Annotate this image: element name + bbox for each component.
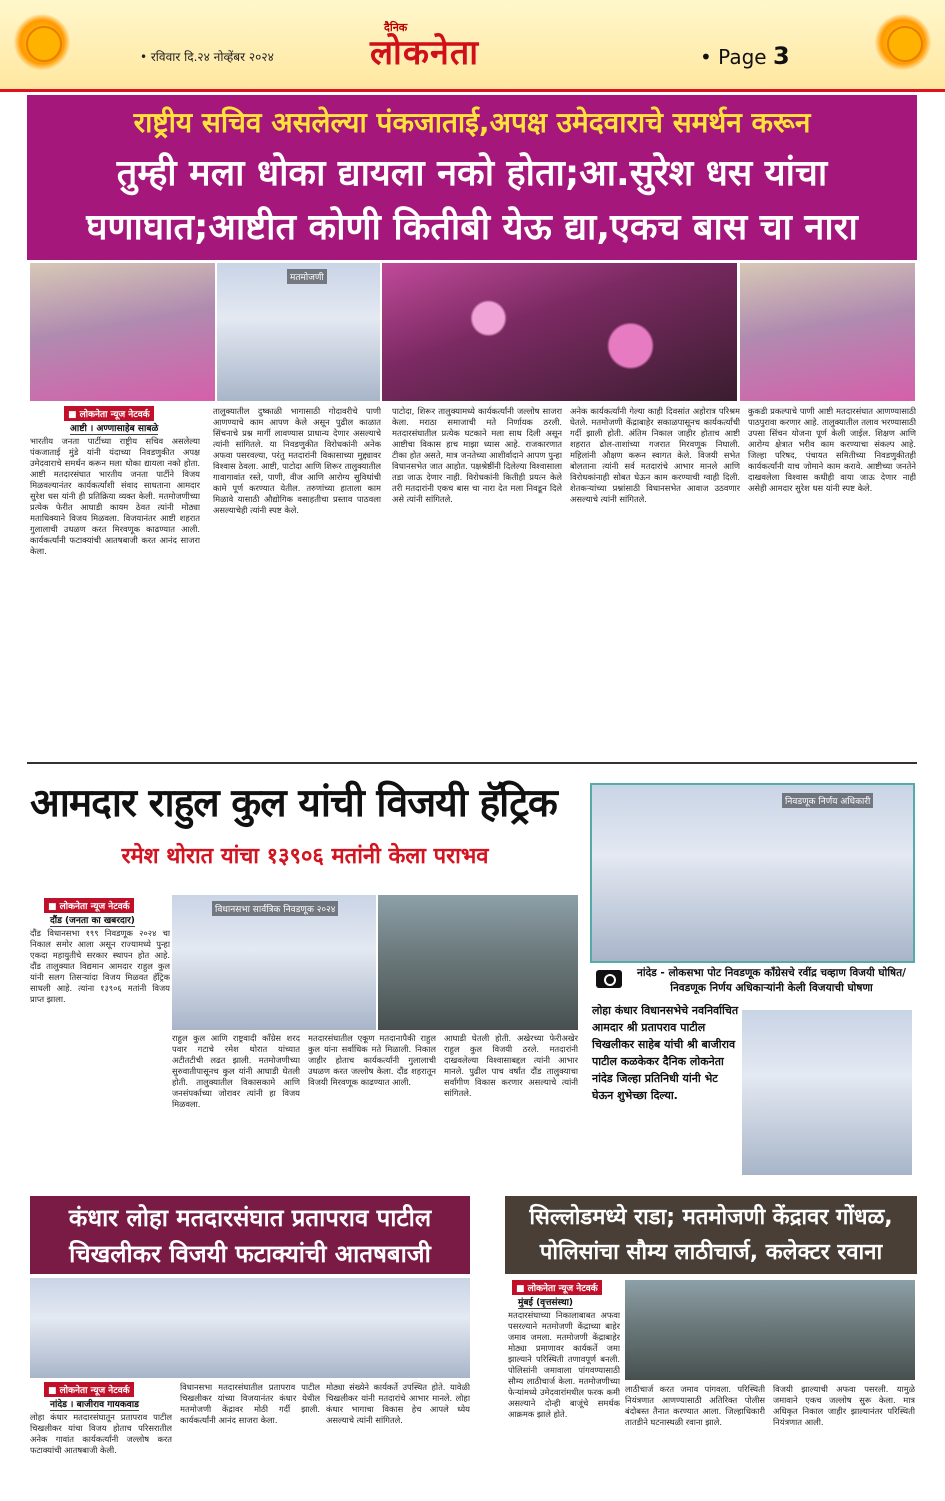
story2-column-3: मतदारसंघातील एकूण मतदानापैकी राहुल कुल यांना सर्वाधिक मते मिळाली. निकाल जाहीर होताच कार्यकर्त्यांनी गुलालाची उधळण करत जल्लोष केला. दौंड शहरातून विजयी मिरवणूक काढण्यात आली.	[308, 1033, 436, 1087]
story1-column-2: तालुक्यातील दुष्काळी भागासाठी गोदावरीचे पाणी आणण्याचे काम आपण केले असून पुढील काळात सिंचनाचे प्रश्न मार्गी लावण्यास प्राधान्य देणार असल्याचे त्यांनी सांगितले. या निवडणुकीत विरोधकांनी अनेक अफवा पसरवल्या, परंतु मतदारांनी विकासाच्या मुद्द्यावर विश्वास ठेवला. आष्टी, पाटोदा आणि शिरूर तालुक्यातील गावागावांत रस्ते, पाणी, वीज आणि आरोग्य सुविधांची कामे पूर्ण करण्यात येतील. तरुणांच्या हाताला काम मिळावे यासाठी औद्योगिक वसाहतीचा प्रस्ताव पाठवला असल्याचेही त्यांनी स्पष्ट केले.	[213, 406, 381, 515]
story3-headline-line2: चिखलीकर विजयी फटाक्यांची आतषबाजी	[69, 1240, 431, 1268]
story4-headline	[505, 1196, 917, 1274]
story2-photo-rally	[378, 895, 578, 1030]
story2-column-2: राहुल कुल आणि राष्ट्रवादी काँग्रेस शरद पवार गटाचे रमेश थोरात यांच्यात अटीतटीची लढत झाली. मतमोजणीच्या सुरुवातीपासूनच कुल यांनी आघाडी घेतली होती. तालुक्यातील विकासकामे आणि जनसंपर्काच्या जोरावर त्यांनी हा विजय मिळवला.	[172, 1033, 300, 1109]
loha-visit-note	[592, 1002, 912, 1177]
story1-column-4: अनेक कार्यकर्त्यांनी गेल्या काही दिवसांत अहोरात्र परिश्रम घेतले. मतमोजणी केंद्राबाहेर सकाळपासूनच कार्यकर्त्यांची गर्दी झाली होती. अंतिम निकाल जाहीर होताच आष्टी शहरात ढोल-ताशांच्या गजरात मिरवणूक निघाली. महिलांनी औक्षण करून स्वागत केले. विजयी सभेत बोलताना त्यांनी सर्व मतदारांचे आभार मानले आणि विरोधकांनाही सोबत घेऊन काम करण्याची ग्वाही दिली. शेतकऱ्यांच्या प्रश्नांसाठी विधानसभेत आवाज उठवणार असल्याचे त्यांनी सांगितले.	[570, 406, 740, 504]
page-number	[700, 42, 790, 70]
story2-column-1: दौंड विधानसभा १९९ निवडणूक २०२४ चा निकाल समोर आला असून राज्यामध्ये पुन्हा एकदा महायुतीचे सरकार स्थापन होत आहे. दौंड तालुक्यात विद्यमान आमदार राहुल कुल यांनी सलग तिसऱ्यांदा विजय मिळवत हॅट्रिक साधली आहे. त्यांना १३९०६ मतांनी विजय प्राप्त झाला.	[30, 928, 170, 1004]
nanded-caption: नांदेड - लोकसभा पोट निवडणूक काँग्रेसचे रवींद्र चव्हाण विजयी घोषित/निवडणूक निर्णय अधिकाऱ्यांनी केली विजयाची घोषणा	[637, 967, 906, 994]
story3-dateline: नांदेड । बाजीराव गायकवाड	[50, 1397, 139, 1411]
story4-photo	[625, 1280, 915, 1380]
nanded-photo	[590, 783, 915, 963]
story4-dateline: मुंबई (वृत्तसंस्था)	[518, 1295, 573, 1309]
story4-column-3: विजयी झाल्याची अफवा पसरली. यामुळे जमावाने एकच जल्लोष सुरू केला. मात्र अधिकृत निकाल जाहीर झाल्यानंतर परिस्थिती नियंत्रणात आली.	[773, 1384, 915, 1427]
story1-photo-label: मतमोजणी	[287, 269, 327, 284]
page-label: • Page	[700, 45, 767, 69]
story4-headline-line1: सिल्लोडमध्ये राडा; मतमोजणी केंद्रावर गोंधळ,	[529, 1205, 893, 1230]
story3-photo	[30, 1278, 470, 1378]
page-number-value: 3	[772, 42, 790, 70]
divider	[27, 762, 917, 764]
story4-byline: ■ लोकनेता न्यूज नेटवर्क	[512, 1280, 602, 1295]
story1-column-5: कुकडी प्रकल्पाचे पाणी आष्टी मतदारसंघात आणण्यासाठी पाठपुरावा करणार आहे. तालुक्यातील तलाव भरण्यासाठी उपसा सिंचन योजना पूर्ण केली जाईल. शिक्षण आणि आरोग्य क्षेत्रात भरीव काम करण्याचा संकल्प आहे. जिल्हा परिषद, पंचायत समितीच्या निवडणुकीतही कार्यकर्त्यांनी याच जोमाने काम करावे. आष्टीच्या जनतेने दाखवलेला विश्वास कधीही वाया जाऊ देणार नाही असेही आमदार सुरेश धस यांनी स्पष्ट केले.	[748, 406, 916, 493]
sun-icon	[14, 14, 70, 70]
story1-banner	[27, 95, 917, 260]
story2-headline: आमदार राहुल कुल यांची विजयी हॅट्रिक	[30, 780, 557, 826]
camera-icon	[596, 970, 622, 988]
story1-column-1: भारतीय जनता पार्टीच्या राष्ट्रीय सचिव असलेल्या पंकजाताई मुंडे यांनी यंदाच्या निवडणुकीत अपक्ष उमेदवाराचे समर्थन करून मला धोका द्यायला नको होता. आष्टी मतदारसंघात भारतीय जनता पार्टीने विजय मिळवल्यानंतर कार्यकर्त्यांशी संवाद साधताना आमदार सुरेश धस यांनी ही प्रतिक्रिया व्यक्त केली. मतमोजणीच्या प्रत्येक फेरीत आघाडी कायम ठेवत त्यांनी मोठ्या मताधिक्याने विजय मिळवला. विजयानंतर आष्टी शहरात गुलालाची उधळण करत मिरवणूक काढण्यात आली. कार्यकर्त्यांनी फटाक्यांची आतषबाजी करत आनंद साजरा केला.	[30, 436, 200, 556]
story4-headline-line2: पोलिसांचा सौम्य लाठीचार्ज, कलेक्टर रवाना	[539, 1240, 883, 1265]
story1-photo-2	[217, 263, 380, 401]
story1-dateline: आष्टी । अण्णासाहेब साबळे	[70, 421, 158, 435]
story2-photo-certificate	[172, 895, 376, 1030]
story3-column-1: लोहा कंधार मतदारसंघातून प्रतापराव पाटील चिखलीकर यांचा विजय होताच परिसरातील अनेक गावांत कार्यकर्त्यांनी जल्लोष करत फटाक्यांची आतषबाजी केली.	[30, 1412, 172, 1455]
story3-column-3: मोठ्या संख्येने कार्यकर्ते उपस्थित होते. यावेळी चिखलीकर यांनी मतदारांचे आभार मानले. लोहा कंधार भागाचा विकास हेच आपले ध्येय असल्याचे त्यांनी सांगितले.	[326, 1382, 470, 1425]
story1-photo-rally	[740, 263, 915, 401]
story4-column-2: लाठीचार्ज करत जमाव पांगवला. परिस्थिती नियंत्रणात आणण्यासाठी अतिरिक्त पोलीस बंदोबस्त तैनात करण्यात आला. जिल्हाधिकारी तातडीने घटनास्थळी रवाना झाले.	[625, 1384, 765, 1427]
loha-visit-text: लोहा कंधार विधानसभेचे नवनिर्वाचित आमदार श्री प्रतापराव पाटील चिखलीकर साहेब यांची श्री बाजीराव पाटील कळकेकर दैनिक लोकनेता नांदेड जिल्हा प्रतिनिधी यांनी भेट घेऊन शुभेच्छा दिल्या.	[592, 1004, 739, 1102]
story2-subheadline: रमेश थोरात यांचा १३९०६ मतांनी केला पराभव	[121, 844, 489, 869]
story2-photo-label: विधानसभा सार्वत्रिक निवडणूक २०२४	[212, 901, 338, 916]
story1-headline-line1: तुम्ही मला धोका द्यायला नको होता;आ.सुरेश धस यांचा	[116, 153, 828, 194]
story1-column-3: पाटोदा, शिरूर तालुक्यामध्ये कार्यकर्त्यांनी जल्लोष साजरा केला. मराठा समाजाची मते निर्णायक ठरली. मतदारसंघातील प्रत्येक घटकाने मला साथ दिली असून आष्टीचा विकास हाच माझा ध्यास आहे. राजकारणात टीका होत असते, मात्र जनतेच्या आशीर्वादाने आपण पुन्हा विधानसभेत जात आहोत. पक्षश्रेष्ठींनी दिलेल्या विश्वासाला तडा जाऊ देणार नाही. विरोधकांनी कितीही प्रयत्न केले तरी मतदारांनी एकच बास चा नारा देत मला निवडून दिले असे त्यांनी सांगितले.	[392, 406, 562, 504]
sun-icon	[875, 14, 931, 70]
story3-headline	[30, 1196, 470, 1274]
story4-column-1: मतदारसंघाच्या निकालाबाबत अफवा पसरल्याने मतमोजणी केंद्राच्या बाहेर जमाव जमला. मतमोजणी केंद्राबाहेर मोठ्या प्रमाणावर कार्यकर्ते जमा झाल्याने परिस्थिती तणावपूर्ण बनली. पोलिसांनी जमावाला पांगवण्यासाठी सौम्य लाठीचार्ज केला. मतमोजणीच्या फेऱ्यांमध्ये उमेदवारांमधील फरक कमी असल्याने दोन्ही बाजूंचे समर्थक आक्रमक झाले होते.	[508, 1310, 620, 1419]
story1-headline-line2: घणाघात;आष्टीत कोणी कितीबी येऊ द्या,एकच बास चा नारा	[86, 207, 858, 248]
story1-photo-1	[30, 263, 215, 401]
story3-headline-line1: कंधार लोहा मतदारसंघात प्रतापराव पाटील	[68, 1204, 432, 1232]
story2-column-4: आघाडी घेतली होती. अखेरच्या फेरीअखेर राहुल कुल विजयी ठरले. मतदारांनी दाखवलेल्या विश्वासाबद्दल त्यांनी आभार मानले. पुढील पाच वर्षांत दौंड तालुक्याचा सर्वांगीण विकास करणार असल्याचे त्यांनी सांगितले.	[444, 1033, 578, 1098]
loha-visit-photo	[742, 1010, 912, 1175]
newspaper-logo: लोकनेता	[370, 33, 480, 73]
masthead	[0, 0, 945, 92]
story1-byline: ■ लोकनेता न्यूज नेटवर्क	[64, 406, 154, 421]
story2-byline: ■ लोकनेता न्यूज नेटवर्क	[44, 898, 134, 913]
issue-date: • रविवार दि.२४ नोव्हेंबर २०२४	[140, 50, 274, 64]
story3-byline: ■ लोकनेता न्यूज नेटवर्क	[44, 1382, 134, 1397]
story3-column-2: विधानसभा मतदारसंघातील प्रतापराव पाटील चिखलीकर यांच्या विजयानंतर कंधार येथील मतमोजणी केंद्रावर मोठी गर्दी झाली. कार्यकर्त्यांनी आनंद साजरा केला.	[180, 1382, 320, 1425]
brand-prefix: दैनिक	[384, 21, 408, 34]
nanded-photo-label: निवडणूक निर्णय अधिकारी	[782, 793, 873, 808]
story1-photo-crowd	[382, 263, 737, 401]
story2-dateline: दौंड (जनता का खबरदार)	[50, 913, 135, 927]
story1-kicker: राष्ट्रीय सचिव असलेल्या पंकजाताई,अपक्ष उमेदवाराचे समर्थन करून	[133, 106, 811, 139]
